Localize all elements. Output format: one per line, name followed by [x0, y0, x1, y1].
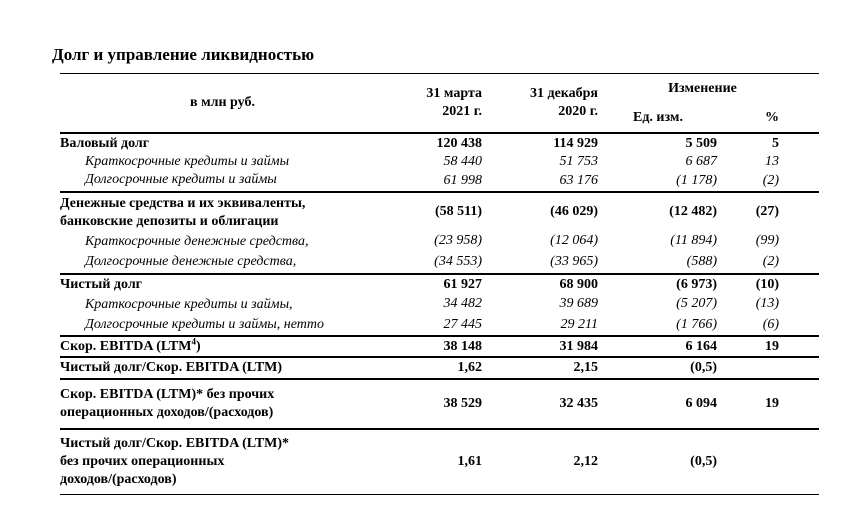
page-title: Долг и управление ликвидностью [52, 45, 315, 64]
cell-pct [738, 357, 819, 379]
row-label-line1: Скор. EBITDA (LTM)* без прочих [60, 387, 275, 402]
footnote-marker: 4 [191, 336, 196, 347]
cell-dec: 31 984 [492, 336, 610, 357]
col-header-mar-line2: 2021 г. [442, 104, 482, 119]
row-label: Долгосрочные денежные средства, [85, 254, 297, 269]
table-row [60, 231, 819, 251]
row-label-line1: Чистый долг/Скор. EBITDA (LTM)* [60, 436, 290, 451]
table-row [60, 153, 819, 171]
cell-abs: 5 509 [610, 133, 738, 153]
cell-mar: 38 148 [385, 336, 492, 357]
cell-dec: 32 435 [492, 379, 610, 429]
table-row-net-debt-ebitda-adj [60, 429, 819, 495]
cell-mar: 61 927 [385, 274, 492, 294]
cell-abs: 6 094 [610, 379, 738, 429]
cell-mar: 38 529 [385, 379, 492, 429]
row-label-line2: банковские депозиты и облигации [60, 214, 279, 229]
cell-pct: 5 [738, 133, 819, 153]
unit-header: в млн руб. [60, 74, 385, 134]
cell-dec: 114 929 [492, 133, 610, 153]
table-row-ebitda [60, 336, 819, 357]
cell-mar: 27 445 [443, 316, 482, 332]
table-row-ebitda-adj [60, 379, 819, 429]
cell-pct [738, 429, 819, 495]
cell-dec: 39 689 [559, 296, 598, 311]
cell-mar: (23 958) [434, 233, 482, 248]
cell-dec: 2,12 [492, 429, 610, 495]
row-label: Краткосрочные кредиты и займы [85, 154, 290, 169]
cell-pct: (2) [762, 254, 780, 269]
cell-mar: 58 440 [443, 154, 482, 169]
cell-dec: 51 753 [559, 154, 598, 169]
cell-mar: 1,61 [385, 429, 492, 495]
col-header-dec-line1: 31 декабря [529, 86, 598, 101]
row-label: Долгосрочные кредиты и займы [85, 172, 277, 187]
cell-dec: 29 211 [560, 316, 598, 332]
row-label-line3: доходов/(расходов) [60, 472, 177, 487]
cell-abs: (0,5) [610, 357, 738, 379]
cell-dec: 68 900 [492, 274, 610, 294]
cell-dec: 63 176 [559, 173, 598, 188]
col-header-mar [385, 74, 492, 134]
row-label [60, 429, 385, 495]
row-label: Валовый долг [60, 133, 385, 153]
change-header: Изменение [610, 74, 819, 105]
cell-pct: (2) [762, 173, 780, 188]
cell-mar: (34 553) [434, 254, 482, 269]
row-label [60, 379, 385, 429]
table-row [60, 294, 819, 314]
cell-abs: (11 894) [670, 233, 717, 248]
cell-pct: (27) [738, 192, 819, 231]
cell-dec: (46 029) [492, 192, 610, 231]
row-label: Чистый долг [60, 274, 385, 294]
cell-pct: 19 [738, 336, 819, 357]
cell-abs: 6 687 [685, 154, 717, 169]
cell-abs: (588) [686, 254, 717, 269]
cell-mar: 1,62 [385, 357, 492, 379]
table-row [60, 314, 819, 336]
change-pct-header: % [765, 110, 780, 125]
row-label: Скор. EBITDA (LTM$^4$) [60, 336, 385, 357]
table-row-cash [60, 192, 819, 231]
change-abs-header: Ед. изм. [633, 110, 683, 125]
cell-abs: (1 178) [676, 173, 717, 188]
row-label: Краткосрочные денежные средства, [85, 234, 309, 249]
col-header-dec-line2: 2020 г. [558, 104, 598, 119]
cell-abs: (6 973) [610, 274, 738, 294]
cell-mar: 120 438 [385, 133, 492, 153]
cell-mar: 61 998 [443, 173, 482, 188]
table-row [60, 171, 819, 192]
header-row-1 [60, 74, 819, 105]
table-row [60, 251, 819, 274]
debt-liquidity-table [60, 73, 819, 495]
row-label: Краткосрочные кредиты и займы, [85, 297, 293, 312]
cell-pct: (6) [762, 316, 780, 332]
row-label [60, 192, 385, 231]
cell-pct: 19 [738, 379, 819, 429]
cell-abs: (5 207) [676, 296, 717, 311]
table-row-net-debt-ebitda [60, 357, 819, 379]
cell-mar: (58 511) [385, 192, 492, 231]
cell-abs: (0,5) [610, 429, 738, 495]
row-label: Чистый долг/Скор. EBITDA (LTM) [60, 357, 385, 379]
row-label-line2: операционных доходов/(расходов) [60, 405, 274, 420]
col-header-dec [492, 74, 610, 134]
row-label-line1: Денежные средства и их эквиваленты, [60, 196, 306, 211]
row-label: Долгосрочные кредиты и займы, нетто [85, 317, 324, 332]
cell-pct: (10) [738, 274, 819, 294]
cell-abs: 6 164 [610, 336, 738, 357]
cell-dec: (33 965) [550, 254, 598, 269]
table-row-net-debt [60, 274, 819, 294]
cell-abs: (1 766) [676, 316, 717, 332]
cell-mar: 34 482 [443, 296, 482, 311]
col-header-mar-line1: 31 марта [426, 86, 482, 101]
row-label-line2: без прочих операционных [60, 454, 225, 469]
cell-pct: 13 [765, 154, 780, 169]
cell-pct: (99) [755, 233, 780, 248]
table-row-gross-debt [60, 133, 819, 153]
cell-abs: (12 482) [610, 192, 738, 231]
cell-pct: (13) [755, 296, 780, 311]
cell-dec: (12 064) [550, 233, 598, 248]
cell-dec: 2,15 [492, 357, 610, 379]
